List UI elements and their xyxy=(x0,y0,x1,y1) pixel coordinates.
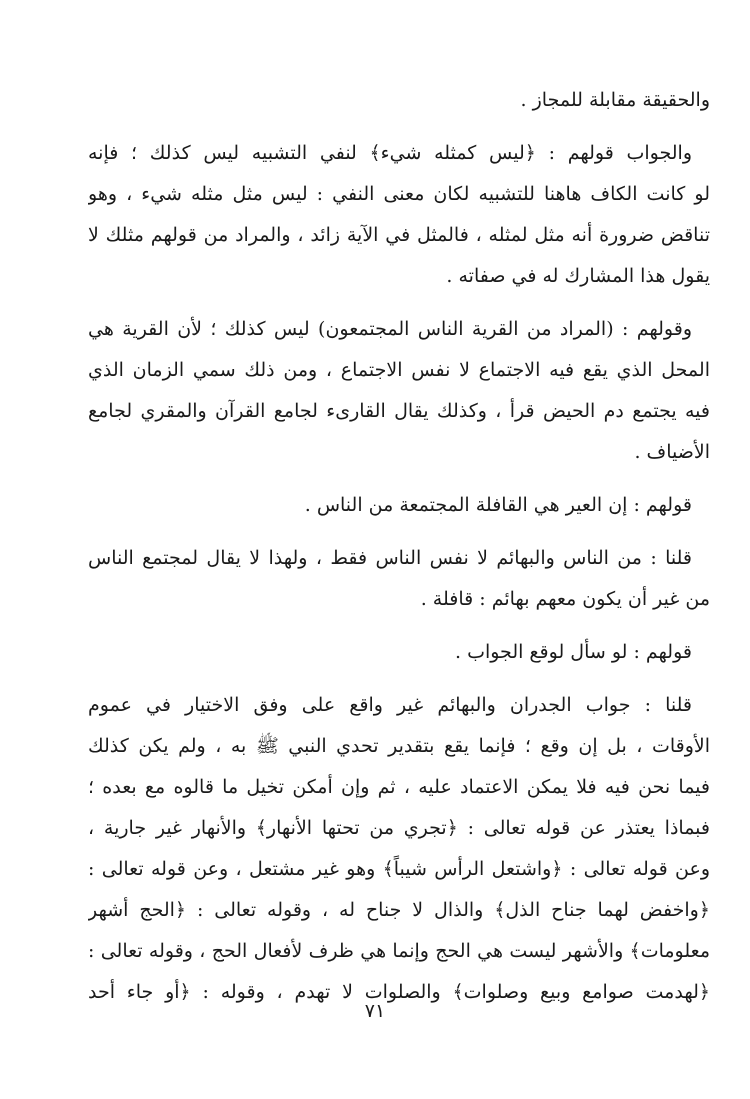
paragraph xyxy=(88,133,710,297)
text-line: الأوقات ، بل إن وقع ؛ فإنما يقع بتقدير تحدي النبي ﷺ به ، ولم يكن كذلك xyxy=(88,735,710,757)
text-line: وعن قوله تعالى : ﴿واشتعل الرأس شيباً﴾ وهو غير مشتعل ، وعن قوله تعالى : xyxy=(88,858,710,880)
text-line: وقولهم : (المراد من القرية الناس المجتمعون) ليس كذلك ؛ لأن القرية هي xyxy=(88,318,692,340)
text-line: لو كانت الكاف هاهنا للتشبيه لكان معنى النفي : ليس مثل مثله شيء ، وهو xyxy=(88,183,710,205)
page-body xyxy=(88,80,710,1013)
text-line: قولهم : لو سأل لوقع الجواب . xyxy=(455,641,692,663)
text-line: فبماذا يعتذر عن قوله تعالى : ﴿تجري من تحتها الأنهار﴾ والأنهار غير جارية ، xyxy=(88,817,710,839)
text-line: قلنا : من الناس والبهائم لا نفس الناس فقط ، ولهذا لا يقال لمجتمع الناس xyxy=(88,547,692,569)
text-line: من غير أن يكون معهم بهائم : قافلة . xyxy=(420,588,710,610)
paragraph xyxy=(88,485,710,526)
text-line: والحقيقة مقابلة للمجاز . xyxy=(520,89,710,111)
text-line: ﴿لهدمت صوامع وبيع وصلوات﴾ والصلوات لا تهدم ، وقوله : ﴿أو جاء أحد xyxy=(88,981,710,1003)
paragraph xyxy=(88,632,710,673)
text-line: الأضياف . xyxy=(634,441,710,463)
text-line: والجواب قولهم : ﴿ليس كمثله شيء﴾ لنفي التشبيه ليس كذلك ؛ فإنه xyxy=(88,142,692,164)
page-number: ٧١ xyxy=(364,1000,386,1022)
text-line: يقول هذا المشارك له في صفاته . xyxy=(446,265,710,287)
text-line: معلومات﴾ والأشهر ليست هي الحج وإنما هي ظرف لأفعال الحج ، وقوله تعالى : xyxy=(88,940,710,962)
text-line: قولهم : إن العير هي القافلة المجتمعة من الناس . xyxy=(304,494,692,516)
paragraph xyxy=(88,685,710,1013)
text-line: المحل الذي يقع فيه الاجتماع لا نفس الاجتماع ، ومن ذلك سمي الزمان الذي xyxy=(88,359,710,381)
paragraph xyxy=(88,80,710,121)
text-line: ﴿واخفض لهما جناح الذل﴾ والذال لا جناح له ، وقوله تعالى : ﴿الحج أشهر xyxy=(88,899,710,921)
text-line: قلنا : جواب الجدران والبهائم غير واقع على وفق الاختيار في عموم xyxy=(88,694,692,716)
paragraph xyxy=(88,538,710,620)
paragraph xyxy=(88,309,710,473)
text-line: تناقض ضرورة أنه مثل لمثله ، فالمثل في الآية زائد ، والمراد من قولهم مثلك لا xyxy=(88,224,710,246)
text-line: فيه يجتمع دم الحيض قرأ ، وكذلك يقال القارىء لجامع القرآن والمقري لجامع xyxy=(88,400,710,422)
text-line: فيما نحن فيه فلا يمكن الاعتماد عليه ، ثم وإن أمكن تخيل ما قالوه مع بعده ؛ xyxy=(88,776,710,798)
